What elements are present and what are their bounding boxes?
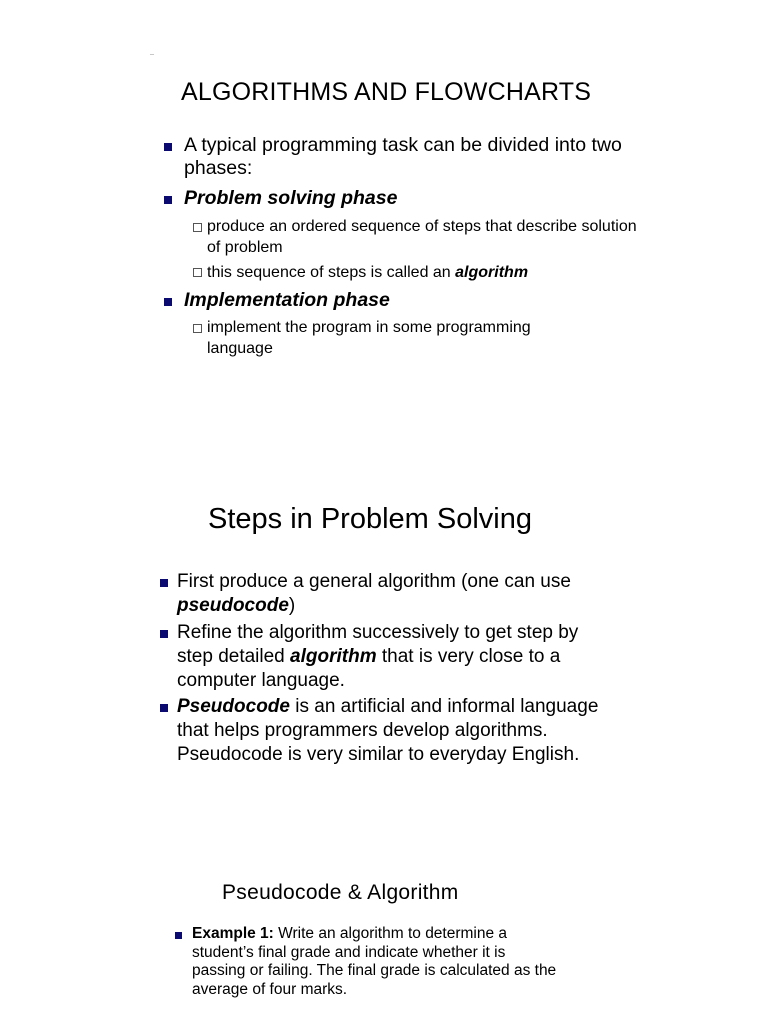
bullet-text <box>177 621 617 693</box>
bullet-plain: that is very close to a computer language. <box>177 646 561 691</box>
bullet-plain: Refine the algorithm successively to get step by step detailed <box>177 622 579 667</box>
bullet-plain: ) <box>288 595 296 616</box>
example-text: Write an algorithm to determine a student’s final grade and indicate whether it is passing or failing. The final grade is calculated as the average of four marks. <box>192 925 557 998</box>
scan-mark <box>150 54 154 55</box>
sub-bullet-text: produce an ordered sequence of steps that describe solution of problem <box>207 218 637 256</box>
emphasis-pseudocode: Pseudocode <box>177 696 290 717</box>
emphasis-pseudocode: pseudocode <box>177 595 289 616</box>
slide-title: Pseudocode & Algorithm <box>222 881 459 904</box>
bullet-text <box>177 695 617 767</box>
sub-bullet-square <box>193 268 202 277</box>
sub-bullet-square <box>193 223 202 232</box>
bullet-text: A typical programming task can be divided into two phases: <box>184 134 622 179</box>
slide-title: Steps in Problem Solving <box>208 503 532 535</box>
sub-bullet-plain: this sequence of steps is called an <box>207 264 456 281</box>
bullet-square <box>160 704 168 712</box>
bullet-square <box>164 196 172 204</box>
bullet-square <box>160 579 168 587</box>
example-label: Example 1: <box>192 925 274 942</box>
phase-heading: Problem solving phase <box>184 187 398 209</box>
phase-heading: Implementation phase <box>184 289 390 311</box>
bullet-square <box>164 298 172 306</box>
sub-bullet-text: implement the program in some programming language <box>207 319 531 357</box>
bullet-text <box>177 570 617 618</box>
bullet-square <box>164 143 172 151</box>
bullet-plain: is an artificial and informal language that helps programmers develop algorithms. Pseudocode is very similar to everyday English. <box>177 696 599 765</box>
slide-title: ALGORITHMS AND FLOWCHARTS <box>181 78 592 106</box>
bullet-square <box>160 630 168 638</box>
emphasis-algorithm: algorithm <box>290 646 377 667</box>
sub-bullet-square <box>193 324 202 333</box>
emphasis-algorithm: algorithm <box>455 264 529 281</box>
bullet-plain: First produce a general algorithm (one can use <box>177 571 571 592</box>
bullet-square <box>175 932 182 939</box>
bullet-text <box>192 925 562 999</box>
sub-bullet-text <box>207 262 647 283</box>
